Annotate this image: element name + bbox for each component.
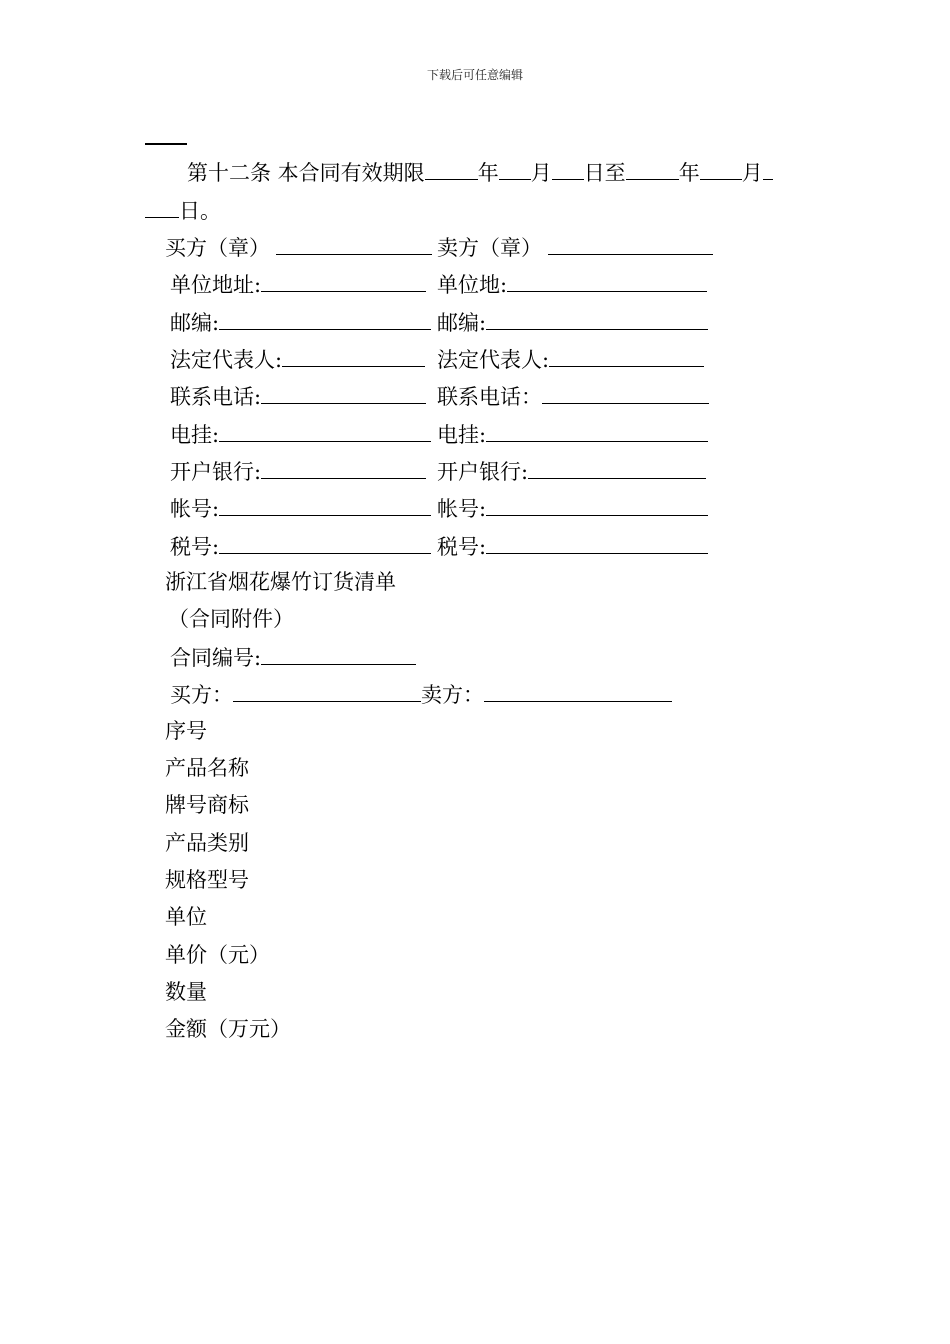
buyer-phone-row bbox=[170, 385, 426, 408]
column-unit: 单位 bbox=[165, 905, 207, 929]
seller-legal-rep-blank[interactable] bbox=[549, 348, 704, 367]
start-month-blank[interactable] bbox=[499, 161, 531, 180]
column-serial: 序号 bbox=[165, 719, 207, 743]
seller-tax-label: 税号: bbox=[437, 535, 487, 559]
seller-phone-row bbox=[437, 385, 709, 408]
continuation-rule bbox=[145, 143, 187, 145]
buyer-bank-blank[interactable] bbox=[261, 460, 426, 479]
buyer-phone-label: 联系电话: bbox=[170, 385, 262, 409]
end-day-blank-b[interactable] bbox=[145, 199, 179, 218]
buyer-legal-rep-row bbox=[170, 348, 425, 371]
end-month-label: 月 bbox=[741, 161, 763, 185]
article-12-line bbox=[187, 161, 773, 184]
start-day-label: 日至 bbox=[583, 161, 626, 185]
seller-address-row bbox=[437, 273, 707, 296]
buyer-address-label: 单位地址: bbox=[170, 273, 262, 297]
buyer-postcode-row bbox=[170, 311, 431, 334]
buyer-account-label: 帐号: bbox=[170, 497, 220, 521]
attachment-seller-blank[interactable] bbox=[484, 683, 672, 702]
buyer-address-row bbox=[170, 273, 426, 296]
seller-postcode-label: 邮编: bbox=[437, 311, 487, 335]
seller-address-label: 单位地: bbox=[437, 273, 508, 297]
buyer-cable-row bbox=[170, 423, 431, 446]
seller-account-blank[interactable] bbox=[486, 497, 708, 516]
contract-number-blank[interactable] bbox=[261, 646, 416, 665]
column-quantity: 数量 bbox=[165, 980, 207, 1004]
buyer-account-row bbox=[170, 497, 431, 520]
seller-cable-row bbox=[437, 423, 708, 446]
buyer-bank-label: 开户银行: bbox=[170, 460, 262, 484]
attachment-subtitle: （合同附件） bbox=[168, 607, 294, 631]
attachment-seller-label: 卖方： bbox=[421, 683, 484, 707]
party-row-seal bbox=[165, 236, 432, 259]
seller-tax-blank[interactable] bbox=[486, 535, 708, 554]
attachment-buyer-label: 买方： bbox=[170, 683, 233, 707]
buyer-postcode-label: 邮编: bbox=[170, 311, 220, 335]
seller-account-label: 帐号: bbox=[437, 497, 487, 521]
end-day-blank-a[interactable] bbox=[763, 161, 773, 180]
buyer-legal-rep-label: 法定代表人: bbox=[170, 348, 283, 372]
end-year-blank[interactable] bbox=[626, 161, 679, 180]
seller-phone-blank[interactable] bbox=[542, 385, 709, 404]
buyer-seal-blank[interactable] bbox=[276, 236, 432, 255]
buyer-cable-label: 电挂: bbox=[170, 423, 220, 447]
party-row-seal-right bbox=[437, 236, 713, 259]
attachment-title: 浙江省烟花爆竹订货清单 bbox=[165, 570, 396, 594]
attachment-parties-row bbox=[170, 683, 672, 706]
column-brand: 牌号商标 bbox=[165, 793, 249, 817]
article-12-prefix: 第十二条 本合同有效期限 bbox=[187, 161, 425, 185]
column-category: 产品类别 bbox=[165, 831, 249, 855]
buyer-seal-label: 买方（章） bbox=[165, 236, 270, 260]
seller-tax-row bbox=[437, 535, 708, 558]
end-day-label: 日。 bbox=[179, 199, 221, 223]
buyer-bank-row bbox=[170, 460, 426, 483]
seller-postcode-row bbox=[437, 311, 708, 334]
seller-address-blank[interactable] bbox=[507, 273, 707, 292]
seller-bank-blank[interactable] bbox=[528, 460, 706, 479]
column-spec: 规格型号 bbox=[165, 868, 249, 892]
contract-number-label: 合同编号: bbox=[170, 646, 262, 670]
buyer-tax-label: 税号: bbox=[170, 535, 220, 559]
seller-seal-label: 卖方（章） bbox=[437, 236, 542, 260]
attachment-buyer-blank[interactable] bbox=[233, 683, 421, 702]
start-year-blank[interactable] bbox=[425, 161, 478, 180]
buyer-address-blank[interactable] bbox=[261, 273, 426, 292]
end-year-label: 年 bbox=[678, 161, 700, 185]
seller-account-row bbox=[437, 497, 708, 520]
contract-number-row bbox=[170, 646, 416, 669]
seller-legal-rep-row bbox=[437, 348, 704, 371]
buyer-tax-blank[interactable] bbox=[219, 535, 431, 554]
seller-seal-blank[interactable] bbox=[548, 236, 713, 255]
buyer-phone-blank[interactable] bbox=[261, 385, 426, 404]
seller-legal-rep-label: 法定代表人: bbox=[437, 348, 550, 372]
seller-postcode-blank[interactable] bbox=[486, 311, 708, 330]
column-amount: 金额（万元） bbox=[165, 1017, 291, 1041]
column-unit-price: 单价（元） bbox=[165, 943, 270, 967]
seller-cable-label: 电挂: bbox=[437, 423, 487, 447]
article-12-line-2 bbox=[145, 199, 221, 222]
buyer-tax-row bbox=[170, 535, 431, 558]
start-year-label: 年 bbox=[477, 161, 499, 185]
seller-cable-blank[interactable] bbox=[486, 423, 708, 442]
buyer-legal-rep-blank[interactable] bbox=[282, 348, 425, 367]
page-header-note: 下载后可任意编辑 bbox=[426, 68, 523, 82]
buyer-account-blank[interactable] bbox=[219, 497, 431, 516]
buyer-cable-blank[interactable] bbox=[219, 423, 431, 442]
start-day-blank[interactable] bbox=[552, 161, 584, 180]
seller-bank-label: 开户银行: bbox=[437, 460, 529, 484]
start-month-label: 月 bbox=[530, 161, 552, 185]
column-product-name: 产品名称 bbox=[165, 756, 249, 780]
seller-bank-row bbox=[437, 460, 706, 483]
buyer-postcode-blank[interactable] bbox=[219, 311, 431, 330]
seller-phone-label: 联系电话： bbox=[437, 385, 542, 409]
end-month-blank[interactable] bbox=[700, 161, 742, 180]
